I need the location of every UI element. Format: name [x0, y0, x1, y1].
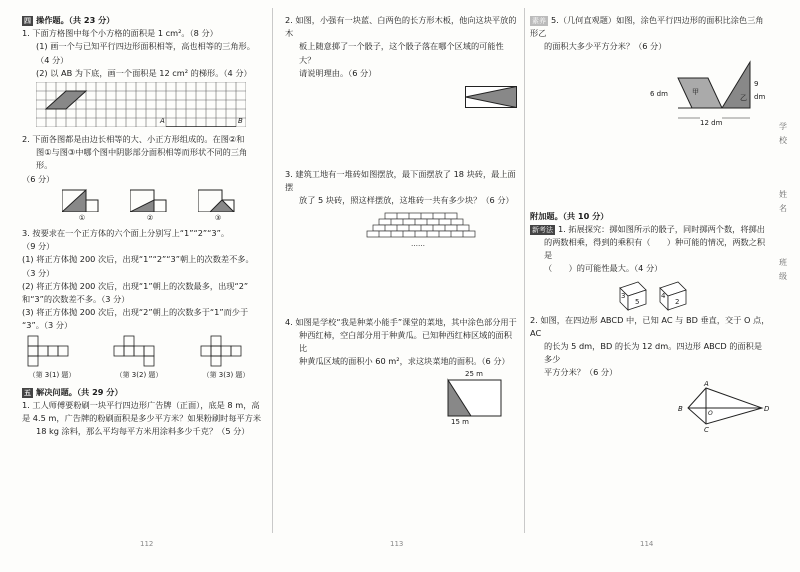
board-figure: [465, 86, 520, 108]
figure-2: [130, 188, 170, 225]
figure-3: [198, 188, 238, 225]
question-text: 新考法 1. 拓展探究：掷如图所示的骰子，同时掷两个数，将掷出: [532, 223, 765, 234]
grid-svg: [36, 82, 246, 127]
page-number: 113: [390, 540, 404, 548]
quadrilateral-figure: [678, 379, 770, 434]
label-jia: 甲: [692, 87, 699, 96]
point-a: A: [704, 379, 709, 388]
cube-net: [109, 335, 169, 382]
section-heading: 附加题。（共 10 分）: [530, 210, 609, 221]
svg-text:4: 4: [661, 291, 666, 300]
net-caption: （第 3(2) 题）: [115, 370, 163, 379]
literacy-badge: 素养: [532, 17, 546, 25]
column-3: 素养 5.（几何直观题）如图，涂色平行四边形的面积比涂色三角形乙 的面积大多少平方分米？（6 分） 6 dm 9 dm 12 dm 甲 乙 附加题。（共 10 分） 新考法 1. 拓展探究：掷如图所示的骰子，同时掷两个数，将掷出 的两数相乘，得到的乘积有（ ）种可能的情况，两数之积是 （ ）的可能性最大。（4 分） 5 3 2 4 2. 如图，在四边形 ABCD 中，已知 AC 与 BD 垂直，交于 O 点，AC 的长为 5 dm，BD 的长为 12 dm。四边形 ABCD 的面积是多少 平方分米？（6 分） A B C D O: [530, 14, 770, 432]
dim-bottom-label: 15 m: [451, 418, 469, 427]
section-badge: 五: [24, 388, 31, 397]
point-b-label: B: [238, 117, 243, 126]
column-divider: [524, 8, 525, 533]
point-b: B: [678, 404, 683, 413]
question-text: 1. 下面方格图中每个小方格的面积是 1 cm²。（8 分）: [22, 28, 218, 39]
column-2: 2. 如图，小强有一块蓝、白两色的长方形木板，他向这块平放的木 板上随意掷了一个骰子，这个骰子落在哪个区域的可能性大？ 请说明理由。（6 分） 3. 建筑工地有一堆砖如图摆放，最下面摆放了 18 块砖，最上面摆 放了 5 块砖，照这样摆放，这堆砖一共有多少块？（6 分） …… 4. 如图是学校“我是种菜小能手”课堂的菜地，其中涂色部分用于 种西红柿，空白部分用于种黄瓜。已知种西红柿区域的面积比 种黄瓜区域的面积小 60 m²，求这块菜地的面积。（6 分） 25 m 15 m: [285, 14, 520, 424]
grid-figure: [36, 82, 246, 127]
binding-sidebar: 学 校 姓 名 班 级: [779, 122, 787, 281]
dim-6-label: 6 dm: [650, 89, 668, 98]
figure-1: [62, 188, 102, 225]
figure-label: ②: [146, 213, 154, 222]
point-a-label: A: [160, 117, 165, 126]
brick-pile: [361, 212, 481, 250]
dim-9-label: 9 dm: [754, 79, 766, 101]
column-1: 四 操作题。（共 23 分） 1. 下面方格图中每个小方格的面积是 1 cm²。（8 分） (1) 画一个与已知平行四边形面积相等，高也相等的三角形。 （4 分） (2) 以 AB 为下底，画一个面积是 12 cm² 的梯形。（4 分） A B 2. 下面各图都是由边长相等的大、小正方形组成的。在图②和 图①与图③中哪个图中阴影部分面积相等而形状不同的三角形。 （6 分） ① ② ③ 3. 按要求在一个正方体的六个面上分别写上“1”“2”“3”。 （9 分） (1) 将正方体抛 200 次后，出现“1”“2”“3”朝上的次数差不多。 （3 分） (2) 将正方体抛 200 次后，出现“1”朝上的次数最多，出现“2” 和“3”的次数差不多。（3 分） (3) 将正方体抛 200 次后，出现“2”朝上的次数多于“1”而少于 “3”。（3 分） （第 3(1) 题） （第 3(2) 题） （第 3(3) 题） 五 解决问题。（共 29 分） 1. 工人师傅要粉刷一块平行四边形广告牌（正面），底是 8 m，高 是 4.5 m，广告牌的粉刷面积是多少平方米？如果粉刷时每平方米 18 kg 涂料，那么平均每平方米用涂料多少千克？（5 分）: [22, 15, 262, 437]
figure-label: ①: [78, 213, 86, 222]
question-text: 素养 5.（几何直观题）如图，涂色平行四边形的面积比涂色三角形乙: [530, 15, 764, 39]
label-yi: 乙: [740, 93, 747, 102]
section-badge: 四: [24, 17, 31, 25]
page-number: 114: [640, 540, 654, 548]
svg-text:2: 2: [675, 297, 680, 306]
garden-figure: [445, 370, 505, 427]
dice-figure: [610, 278, 770, 312]
svg-text:5: 5: [635, 297, 640, 306]
figure-label: ③: [214, 213, 222, 222]
cube-nets: [22, 335, 256, 382]
cube-net: [22, 335, 82, 382]
point-o: O: [708, 409, 713, 417]
net-caption: （第 3(3) 题）: [202, 370, 250, 379]
section-heading: 四 操作题。（共 23 分）: [24, 15, 115, 25]
cube-net: [196, 335, 256, 382]
dim-12-label: 12 dm: [700, 117, 722, 130]
parallelogram-triangle-figure: [650, 60, 770, 130]
square-figures: [62, 188, 262, 225]
section-heading: 五 解决问题。（共 29 分）: [24, 386, 123, 397]
new-method-badge: 新考法: [532, 225, 553, 234]
dim-top-label: 25 m: [465, 370, 483, 379]
point-d: D: [764, 404, 770, 413]
ellipsis-text: ……: [411, 239, 425, 248]
point-c: C: [704, 425, 709, 434]
page-number: 112: [140, 540, 154, 548]
column-divider: [272, 8, 273, 533]
net-caption: （第 3(1) 题）: [28, 370, 76, 379]
svg-text:3: 3: [621, 291, 626, 300]
